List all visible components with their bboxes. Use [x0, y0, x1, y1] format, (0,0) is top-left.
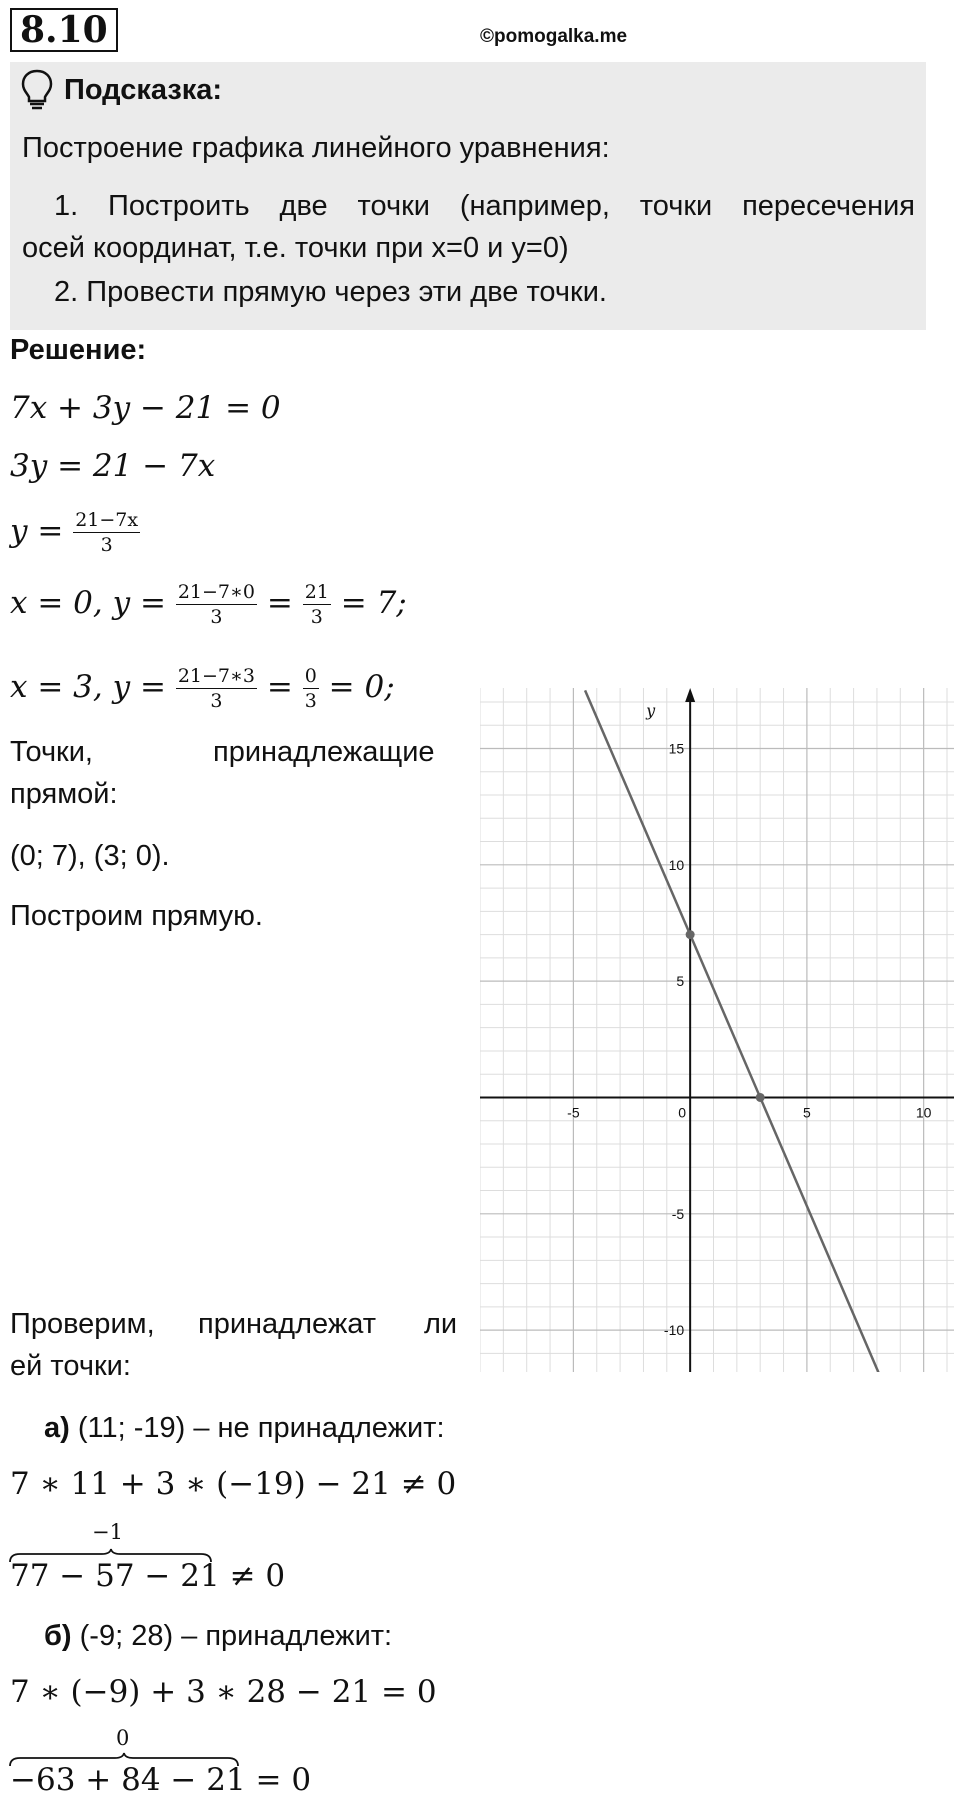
- check-a: [44, 1412, 445, 1445]
- line-graph: [480, 688, 954, 1372]
- series-line: [585, 690, 879, 1372]
- points-line-1b: принадлежащие: [213, 736, 435, 768]
- lightbulb-icon: [20, 68, 54, 110]
- eq4-eq: =: [266, 585, 293, 621]
- check-line-2: ей точки:: [10, 1350, 131, 1382]
- check-b-brace-label: 0: [116, 1726, 130, 1750]
- y-axis-label: y: [646, 701, 656, 720]
- x-tick-label: 10: [915, 1104, 932, 1121]
- eq3-left: y =: [10, 513, 64, 549]
- eq5-den2: 3: [304, 690, 317, 712]
- check-a-eq1: 7 ∗ 11 + 3 ∗ (−19) − 21 ≠ 0: [10, 1466, 457, 1502]
- x-tick-label: -5: [567, 1104, 580, 1121]
- x-tick-label: 5: [802, 1104, 811, 1121]
- eq4-fraction-1: [176, 580, 257, 629]
- eq4-fraction-2: [303, 580, 331, 629]
- hint-step1-line2: осей координат, т.е. точки при x=0 и y=0): [22, 232, 569, 264]
- check-b-eq1: 7 ∗ (−9) + 3 ∗ 28 − 21 = 0: [10, 1674, 437, 1710]
- points-list: (0; 7), (3; 0).: [10, 840, 170, 872]
- equation-5: [10, 664, 395, 713]
- task-number: 8.10: [10, 8, 118, 52]
- eq3-den: 3: [100, 534, 113, 556]
- hint-intro: Построение графика линейного уравнения:: [22, 132, 610, 164]
- check-a-brace-label: −1: [92, 1520, 123, 1544]
- check-line-1b: принадлежат: [198, 1308, 376, 1340]
- equation-3: [10, 508, 140, 557]
- eq5-den1: 3: [210, 690, 223, 712]
- check-b-eq2-rest: = 0: [245, 1762, 312, 1798]
- points-line-2: прямой:: [10, 778, 118, 810]
- check-line-1c: ли: [424, 1308, 458, 1340]
- data-point: [686, 930, 695, 939]
- eq4-den1: 3: [210, 606, 223, 628]
- check-b-eq2-under: −63 + 84 − 21: [10, 1762, 246, 1798]
- equation-2: 3y = 21 − 7x: [10, 448, 216, 484]
- eq4-den2: 3: [310, 606, 323, 628]
- check-b-eq2: [10, 1762, 311, 1798]
- eq4-left: x = 0, y =: [10, 585, 166, 621]
- check-a-text: (11; -19) – не принадлежит:: [69, 1412, 445, 1444]
- eq5-fraction-1: [176, 664, 257, 713]
- hint-step2: 2. Провести прямую через эти две точки.: [54, 276, 607, 308]
- check-line-1a: Проверим,: [10, 1308, 155, 1340]
- eq3-num: 21−7x: [75, 509, 139, 531]
- data-point: [756, 1093, 765, 1102]
- check-b-text: (-9; 28) – принадлежит:: [71, 1620, 393, 1652]
- check-b: [44, 1620, 392, 1653]
- eq4-right: = 7;: [340, 585, 407, 621]
- eq5-right: = 0;: [328, 669, 395, 705]
- check-a-eq2: [10, 1558, 285, 1594]
- x-tick-label: 0: [678, 1104, 687, 1121]
- watermark: ©pomogalka.me: [480, 26, 628, 47]
- eq4-num1: 21−7∗0: [177, 581, 255, 603]
- build-line: Построим прямую.: [10, 900, 263, 932]
- eq5-num2: 0: [304, 665, 317, 687]
- eq5-fraction-2: [303, 664, 319, 713]
- check-a-eq2-rest: ≠ 0: [219, 1558, 286, 1594]
- hint-title: Подсказка:: [64, 74, 223, 106]
- check-a-label: а): [44, 1412, 70, 1444]
- y-tick-label: -10: [663, 1322, 685, 1339]
- points-line-1a: Точки,: [10, 736, 93, 768]
- equation-1: 7x + 3y − 21 = 0: [10, 390, 281, 426]
- y-tick-label: -5: [671, 1205, 685, 1222]
- check-b-label: б): [44, 1620, 72, 1652]
- y-tick-label: 10: [668, 856, 685, 873]
- eq5-eq: =: [266, 669, 293, 705]
- eq5-num1: 21−7∗3: [177, 665, 255, 687]
- equation-4: [10, 580, 407, 629]
- eq3-fraction: [73, 508, 140, 557]
- y-axis-arrow: [685, 688, 695, 702]
- y-tick-label: 15: [668, 740, 685, 757]
- eq4-num2: 21: [304, 581, 329, 603]
- check-a-eq2-under: 77 − 57 − 21: [10, 1558, 220, 1594]
- solution-title: Решение:: [10, 334, 147, 366]
- eq5-left: x = 3, y =: [10, 669, 166, 705]
- hint-step1-line1: 1. Построить две точки (например, точки пересечения: [54, 190, 915, 222]
- y-tick-label: 5: [676, 973, 685, 990]
